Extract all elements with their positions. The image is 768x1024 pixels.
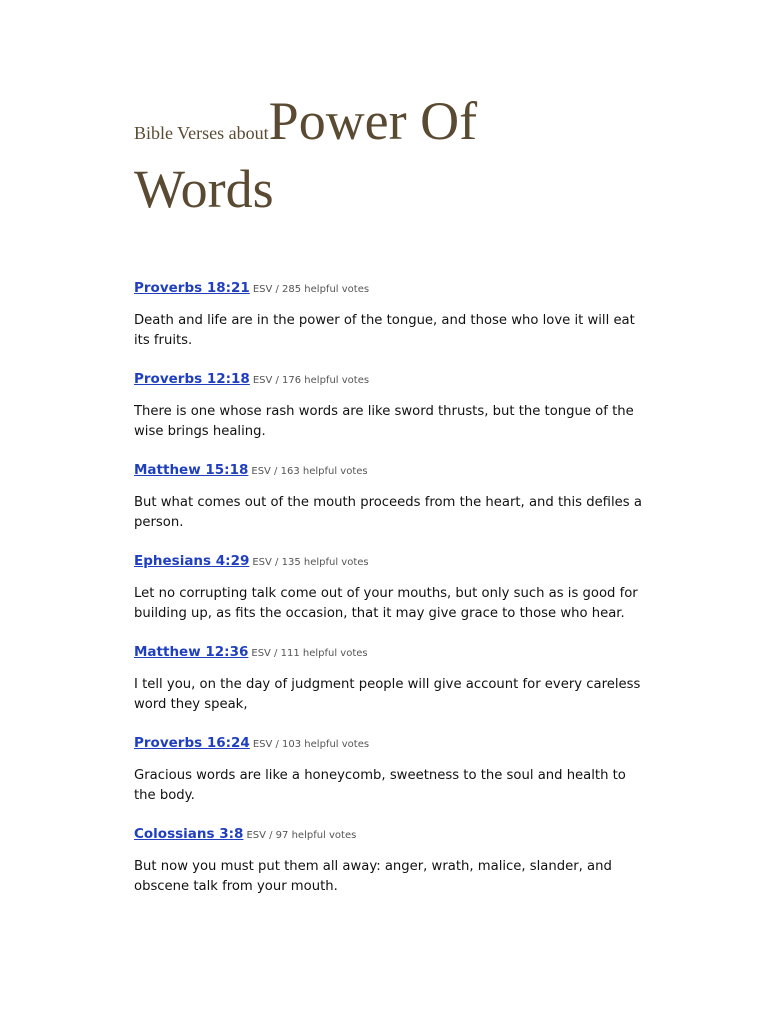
verse-item bbox=[134, 459, 644, 533]
verse-meta: ESV / 111 helpful votes bbox=[251, 648, 368, 659]
document-page bbox=[134, 88, 644, 914]
title-topic-part2: Words bbox=[134, 159, 274, 219]
verse-meta: ESV / 176 helpful votes bbox=[252, 375, 370, 386]
verse-reference-link[interactable]: Proverbs 18:21 bbox=[134, 280, 250, 296]
verse-ref-line bbox=[134, 368, 644, 388]
verse-ref-line bbox=[134, 459, 644, 479]
verse-item bbox=[134, 550, 644, 624]
verse-meta: ESV / 285 helpful votes bbox=[252, 284, 370, 295]
verse-meta: ESV / 97 helpful votes bbox=[246, 830, 357, 841]
verse-reference-link[interactable]: Matthew 12:36 bbox=[134, 644, 249, 660]
verse-meta: ESV / 163 helpful votes bbox=[251, 466, 368, 477]
verse-text: Let no corrupting talk come out of your mouths, but only such as is good for building up, as fits the occasion, that it may give grace to those who hear. bbox=[134, 586, 638, 621]
verse-reference-link[interactable]: Proverbs 16:24 bbox=[134, 735, 250, 751]
verse-item bbox=[134, 641, 644, 715]
verse-text: Gracious words are like a honeycomb, sweetness to the soul and health to the body. bbox=[134, 768, 626, 803]
page-title bbox=[134, 88, 644, 222]
verse-reference-link[interactable]: Matthew 15:18 bbox=[134, 462, 249, 478]
verse-item bbox=[134, 368, 644, 442]
verse-list bbox=[134, 277, 644, 897]
verse-meta: ESV / 135 helpful votes bbox=[252, 557, 369, 568]
verse-ref-line bbox=[134, 641, 644, 661]
verse-reference-link[interactable]: Ephesians 4:29 bbox=[134, 553, 250, 569]
verse-text: Death and life are in the power of the tongue, and those who love it will eat its fruits. bbox=[134, 313, 635, 348]
verse-reference-link[interactable]: Proverbs 12:18 bbox=[134, 371, 250, 387]
verse-text: But what comes out of the mouth proceeds from the heart, and this defiles a person. bbox=[134, 495, 642, 530]
verse-ref-line bbox=[134, 277, 644, 297]
verse-ref-line bbox=[134, 732, 644, 752]
title-line-1 bbox=[134, 88, 644, 154]
verse-item bbox=[134, 823, 644, 897]
verse-meta: ESV / 103 helpful votes bbox=[252, 739, 370, 750]
title-prefix: Bible Verses about bbox=[134, 123, 269, 143]
verse-text: There is one whose rash words are like sword thrusts, but the tongue of the wise brings healing. bbox=[134, 404, 634, 439]
verse-text: I tell you, on the day of judgment people will give account for every careless word they speak, bbox=[134, 677, 641, 712]
verse-ref-line bbox=[134, 550, 644, 570]
title-topic-part1: Power Of bbox=[268, 91, 478, 151]
verse-ref-line bbox=[134, 823, 644, 843]
verse-item bbox=[134, 732, 644, 806]
verse-item bbox=[134, 277, 644, 351]
verse-text: But now you must put them all away: anger, wrath, malice, slander, and obscene talk from your mouth. bbox=[134, 859, 612, 894]
verse-reference-link[interactable]: Colossians 3:8 bbox=[134, 826, 244, 842]
